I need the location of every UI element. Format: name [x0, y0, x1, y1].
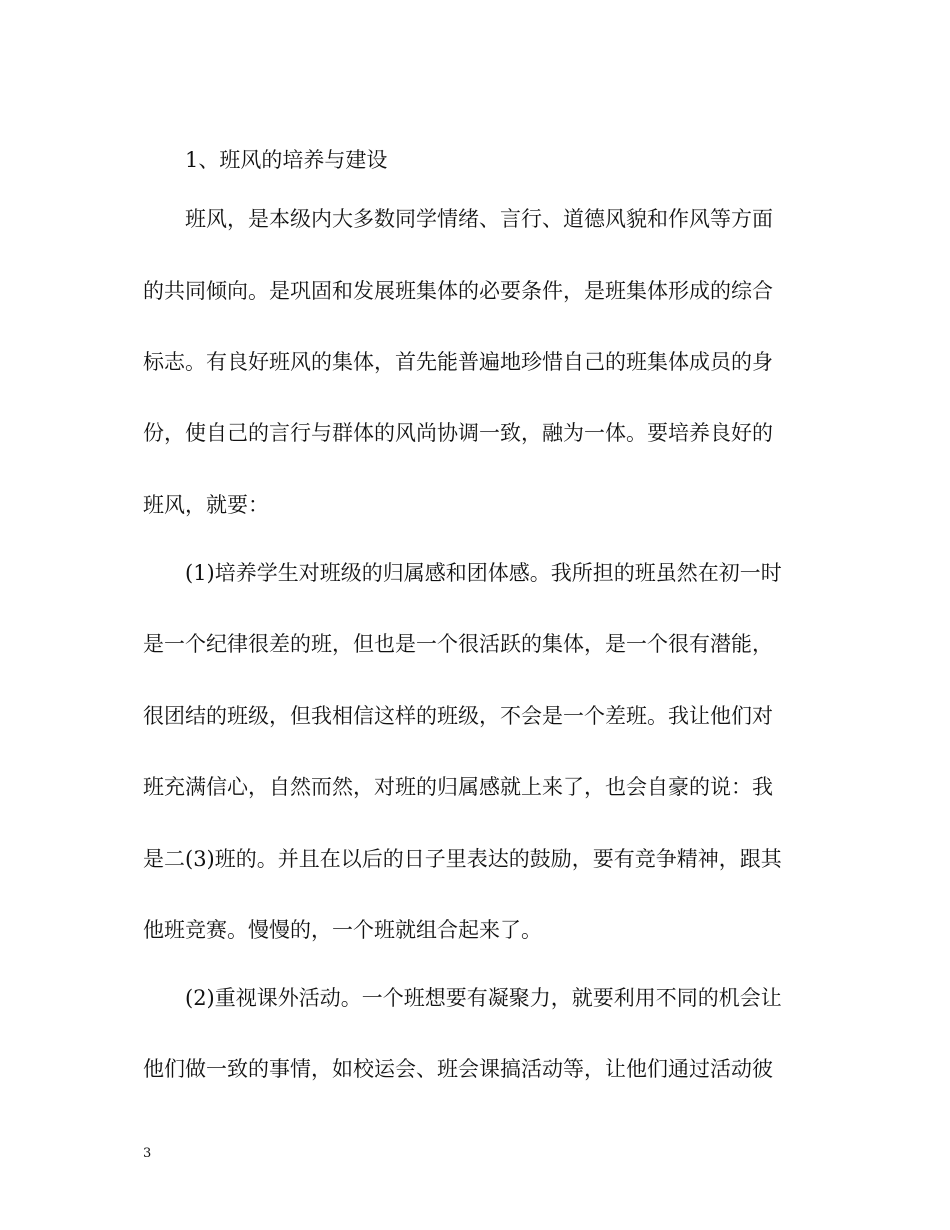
paragraph-line: (1)培养学生对班级的归属感和团体感。我所担的班虽然在初一时 — [185, 561, 782, 585]
paragraph-line: 是一个纪律很差的班，但也是一个很活跃的集体，是一个很有潜能， — [143, 632, 773, 656]
page-number: 3 — [143, 1146, 152, 1161]
paragraph-line: 的共同倾向。是巩固和发展班集体的必要条件，是班集体形成的综合 — [143, 279, 773, 303]
paragraph-line: 是二(3)班的。并且在以后的日子里表达的鼓励，要有竞争精神，跟其 — [143, 847, 782, 871]
paragraph-line: 班风，是本级内大多数同学情绪、言行、道德风貌和作风等方面 — [185, 207, 773, 231]
paragraph-line: 他们做一致的事情，如校运会、班会课搞活动等，让他们通过活动彼 — [143, 1057, 773, 1081]
paragraph-line: 班风，就要： — [143, 493, 269, 517]
paragraph-line: 份，使自己的言行与群体的风尚协调一致，融为一体。要培养良好的 — [143, 421, 773, 445]
section-heading: 1、班风的培养与建设 — [185, 148, 388, 172]
paragraph-line: 标志。有良好班风的集体，首先能普遍地珍惜自己的班集体成员的身 — [143, 350, 773, 374]
paragraph-line: 很团结的班级，但我相信这样的班级，不会是一个差班。我让他们对 — [143, 704, 773, 728]
paragraph-line: 他班竞赛。慢慢的，一个班就组合起来了。 — [143, 918, 542, 942]
paragraph-line: (2)重视课外活动。一个班想要有凝聚力，就要利用不同的机会让 — [185, 986, 782, 1010]
paragraph-line: 班充满信心，自然而然，对班的归属感就上来了，也会自豪的说：我 — [143, 775, 773, 799]
